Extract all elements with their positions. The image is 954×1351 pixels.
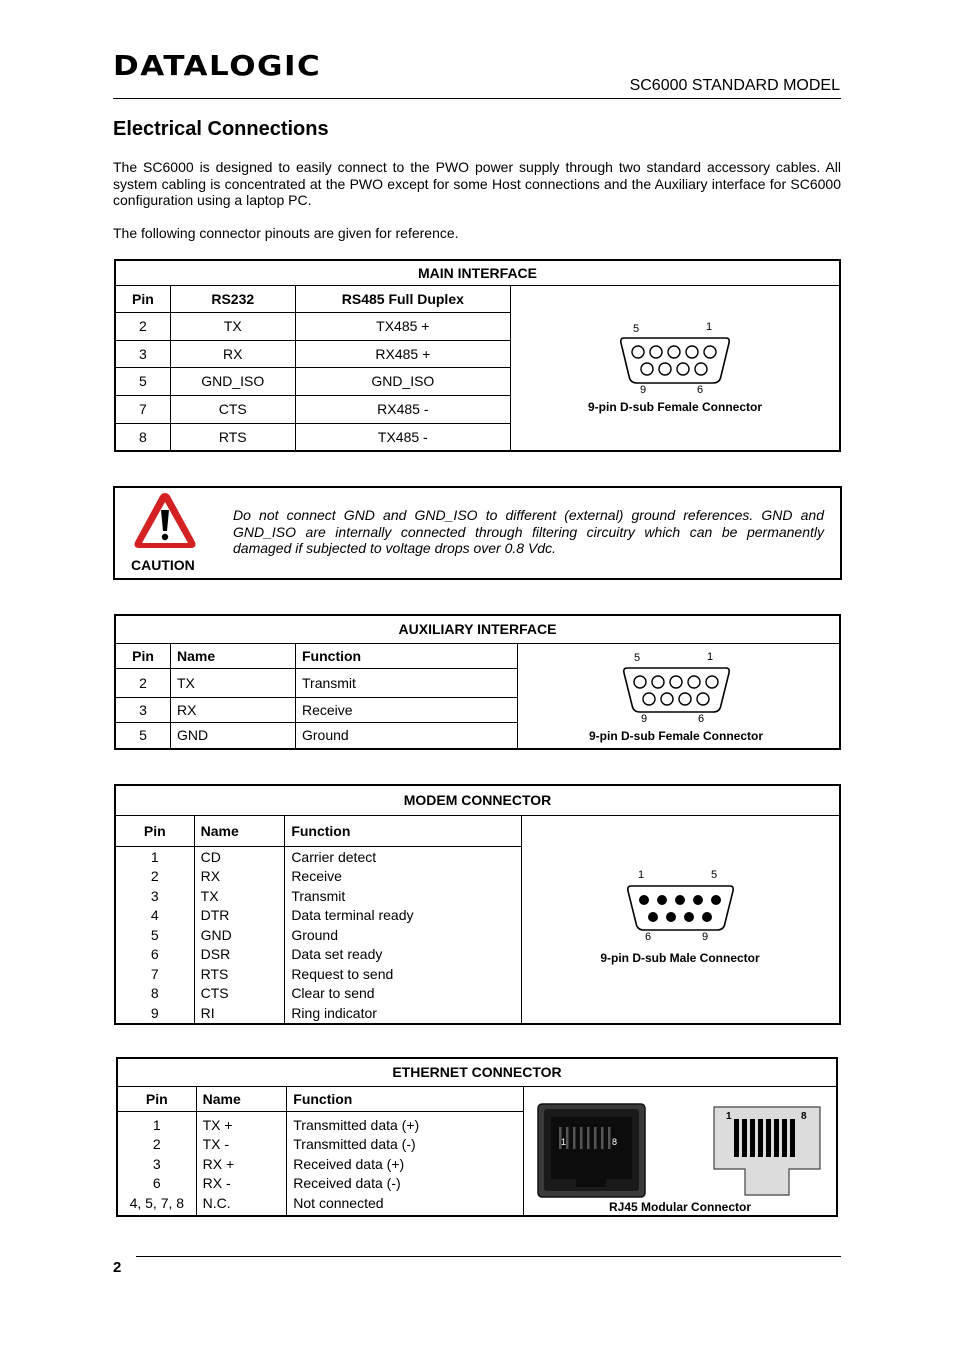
modem-pin-label-d: 9 [702, 930, 709, 943]
main-cell: RX485 - [295, 395, 510, 423]
modem-row-name: DTR [200, 907, 230, 923]
eth-row-function: Transmitted data (+) [293, 1116, 420, 1133]
modem-row-name: CTS [200, 985, 229, 1001]
eth-jack-pin-b: 8 [612, 1136, 618, 1147]
eth-row-function: Not connected [293, 1194, 384, 1211]
warning-triangle-icon [131, 490, 199, 552]
modem-row-pin: 5 [150, 926, 159, 943]
eth-row-pin: 3 [152, 1155, 161, 1172]
modem-row-function: Ring indicator [291, 1004, 377, 1021]
main-pin-label-c: 9 [640, 383, 647, 396]
main-col-rs485: RS485 Full Duplex [295, 285, 510, 312]
aux-cell: 5 [115, 723, 171, 749]
modem-row-function: Request to send [291, 965, 394, 982]
dsub-female-icon [511, 286, 839, 450]
modem-row-pin: 4 [150, 907, 159, 923]
eth-row-pin: 6 [152, 1175, 161, 1191]
header-divider [113, 98, 841, 99]
page-title: Electrical Connections [113, 118, 329, 140]
modem-row-function: Ground [291, 926, 339, 943]
modem-row-name: RX [200, 868, 221, 884]
modem-row-pin: 1 [150, 848, 159, 865]
eth-connector-label: RJ45 Modular Connector [608, 1199, 752, 1214]
modem-row-pin: 7 [150, 965, 159, 982]
eth-row-name: RX + [202, 1155, 235, 1172]
main-cell: 8 [115, 423, 170, 450]
main-cell: CTS [170, 395, 295, 423]
modem-pin-column [115, 846, 194, 1024]
eth-row-pin: 1 [152, 1116, 161, 1133]
eth-row-name: TX + [202, 1116, 233, 1133]
modem-row-function: Receive [291, 868, 342, 884]
main-cell: 2 [115, 312, 170, 340]
modem-row-pin: 9 [150, 1004, 159, 1021]
eth-row-function: Received data (-) [293, 1175, 401, 1191]
page-number: 2 [113, 1259, 122, 1276]
modem-function-column [285, 846, 522, 1024]
main-connector-label: 9-pin D-sub Female Connector [587, 399, 763, 414]
caution-text: Do not connect GND and GND_ISO to different (external) ground references. GND and GND_ISO are internally connected through filtering circuitry which can be permanently damaged if subjected to voltage drops over 0.8 Vdc. [233, 507, 824, 556]
main-cell: 5 [115, 367, 170, 395]
main-cell: RX485 + [295, 340, 510, 367]
modem-row-pin: 3 [150, 887, 159, 904]
ethernet-connector-table [116, 1057, 838, 1217]
modem-connector-cell [522, 815, 841, 1024]
modem-row-name: CD [200, 848, 221, 865]
dsub-male-icon [522, 817, 839, 1022]
eth-row-pin: 4, 5, 7, 8 [129, 1194, 185, 1211]
eth-col-function: Function [287, 1086, 524, 1111]
model-name: SC6000 STANDARD MODEL [629, 77, 840, 94]
eth-row-name: N.C. [202, 1194, 231, 1211]
main-pin-label-b: 1 [706, 320, 713, 333]
aux-cell: Transmit [296, 669, 518, 698]
modem-name-column [194, 846, 285, 1024]
aux-pin-label-b: 1 [707, 650, 714, 663]
aux-cell: 2 [115, 669, 171, 698]
rj45-icon [524, 1087, 836, 1215]
modem-row-function: Clear to send [291, 985, 375, 1001]
eth-row-function: Received data (+) [293, 1155, 405, 1172]
caution-label: CAUTION [131, 557, 195, 573]
ethernet-title: ETHERNET CONNECTOR [117, 1058, 837, 1086]
modem-row-name: DSR [200, 946, 231, 962]
eth-row-pin: 2 [152, 1136, 161, 1152]
main-connector-cell [511, 285, 841, 451]
main-interface-table [114, 259, 841, 452]
main-cell: GND_ISO [170, 367, 295, 395]
main-cell: RX [170, 340, 295, 367]
main-cell: 3 [115, 340, 170, 367]
aux-interface-title: AUXILIARY INTERFACE [115, 615, 840, 643]
main-col-pin: Pin [115, 285, 170, 312]
modem-col-function: Function [285, 815, 522, 846]
footer-divider [136, 1256, 841, 1257]
modem-row-function: Data set ready [291, 946, 383, 962]
eth-row-name: RX - [202, 1175, 231, 1191]
aux-cell: TX [171, 669, 296, 698]
intro-note: The following connector pinouts are given for reference. [113, 225, 459, 241]
eth-jack-pin-a: 1 [561, 1136, 567, 1147]
main-pin-label-d: 6 [697, 383, 704, 396]
eth-row-function: Transmitted data (-) [293, 1136, 416, 1152]
modem-connector-label: 9-pin D-sub Male Connector [600, 950, 760, 965]
modem-pin-label-c: 6 [645, 930, 652, 943]
modem-col-name: Name [194, 815, 285, 846]
main-cell: TX [170, 312, 295, 340]
aux-cell: GND [171, 723, 296, 749]
intro-paragraph: The SC6000 is designed to easily connect to the PWO power supply through two standard accessory cables. All system cabling is concentrated at the PWO except for some Host connections and the Auxiliary interface for SC6000 configuration using a laptop PC. [113, 159, 841, 208]
eth-function-column [287, 1111, 524, 1216]
brand-logo: DATALOGIC [113, 50, 322, 83]
modem-title: MODEM CONNECTOR [115, 785, 840, 815]
main-cell: TX485 - [295, 423, 510, 450]
aux-cell: RX [171, 697, 296, 723]
modem-row-function: Transmit [291, 887, 346, 904]
aux-pin-label-a: 5 [634, 651, 641, 664]
modem-pin-label-b: 5 [711, 868, 718, 881]
aux-cell: 3 [115, 697, 171, 723]
modem-row-name: TX [200, 887, 219, 904]
modem-row-function: Data terminal ready [291, 907, 414, 923]
main-cell: RTS [170, 423, 295, 450]
modem-row-function: Carrier detect [291, 848, 377, 865]
aux-connector-cell [518, 643, 841, 749]
eth-pin-column [117, 1111, 196, 1216]
modem-row-name: GND [200, 926, 232, 943]
main-interface-title: MAIN INTERFACE [115, 260, 840, 285]
main-cell: TX485 + [295, 312, 510, 340]
aux-pin-label-d: 6 [698, 712, 705, 725]
modem-row-pin: 6 [150, 946, 159, 962]
main-pin-label-a: 5 [633, 322, 640, 335]
main-cell: GND_ISO [295, 367, 510, 395]
main-col-rs232: RS232 [170, 285, 295, 312]
eth-row-name: TX - [202, 1136, 230, 1152]
eth-name-column [196, 1111, 287, 1216]
eth-schematic-pin-b: 8 [801, 1110, 807, 1122]
modem-col-pin: Pin [115, 815, 194, 846]
aux-col-pin: Pin [115, 643, 171, 669]
modem-row-name: RI [200, 1004, 215, 1021]
modem-row-pin: 2 [150, 868, 159, 884]
aux-col-function: Function [296, 643, 518, 669]
modem-row-name: RTS [200, 965, 229, 982]
modem-pin-label-a: 1 [638, 868, 645, 881]
aux-cell: Ground [296, 723, 518, 749]
aux-cell: Receive [296, 697, 518, 723]
aux-col-name: Name [171, 643, 296, 669]
aux-interface-table [114, 614, 841, 750]
eth-col-pin: Pin [117, 1086, 196, 1111]
modem-connector-table [114, 784, 841, 1025]
main-cell: 7 [115, 395, 170, 423]
dsub-female-icon [518, 644, 835, 748]
aux-pin-label-c: 9 [641, 712, 648, 725]
modem-row-pin: 8 [150, 985, 159, 1001]
aux-connector-label: 9-pin D-sub Female Connector [588, 728, 764, 743]
eth-col-name: Name [196, 1086, 287, 1111]
ethernet-connector-cell [524, 1086, 838, 1216]
eth-schematic-pin-a: 1 [726, 1110, 732, 1122]
